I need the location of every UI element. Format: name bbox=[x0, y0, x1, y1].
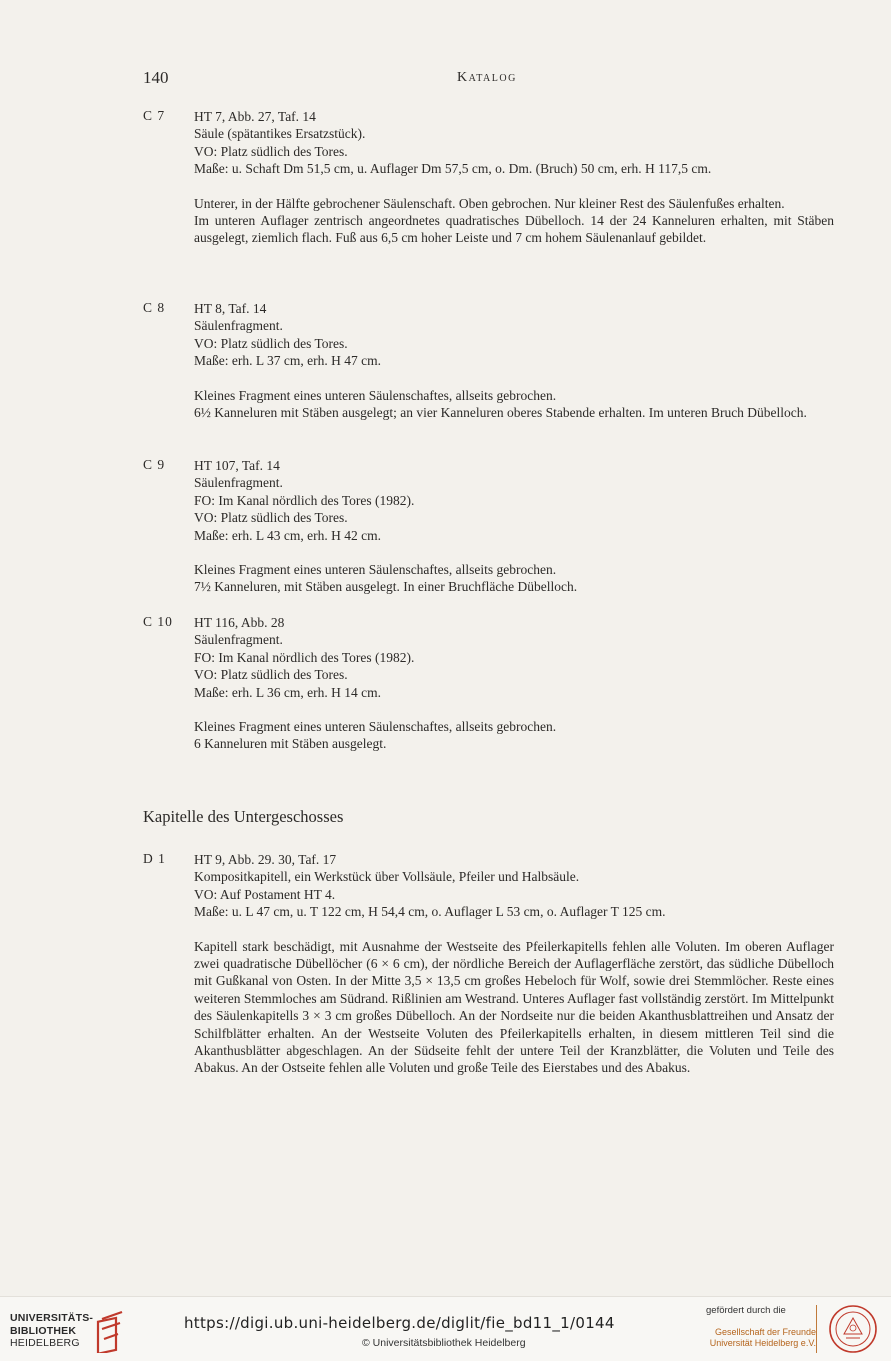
entry-line: Maße: u. L 47 cm, u. T 122 cm, H 54,4 cm, o. Auflager L 53 cm, o. Auflager T 125 cm. bbox=[194, 904, 666, 920]
footer-divider bbox=[816, 1305, 817, 1353]
sponsor-block bbox=[706, 1305, 816, 1349]
entry-line: Säulenfragment. bbox=[194, 475, 283, 491]
copyright-notice: © Universitätsbibliothek Heidelberg bbox=[362, 1337, 526, 1349]
entry-paragraph: Kapitell stark beschädigt, mit Ausnahme der Westseite des Pfeilerkapitells fehlen alle Voluten. Im oberen Auflager zwei quadratische Dübellöcher (6 × 6 cm), der nördliche Bereich der Auflagerfläche zerstört, das südliche Dübelloch mit Gußkanal von Osten. In der Mitte 3,5 × 13,5 cm großes Hebeloch für Wolf, sowie drei Stemmlöcher. Reste eines weiteren Stemmloches am Südrand. Rißlinien am Westrand. Unteres Auflager fast vollständig zerstört. Im Mittelpunkt des Säulenkapitells 3 × 3 cm großes Dübelloch. An der Nordseite nur die beiden Akanthusblattreihen und Ansatz der Schilfblätter erhalten. An der Westseite Voluten des Pfeilerkapitells erhalten, in diesem mittleren Teil sind die Akanthusblätter abgeschlagen. An der Südseite fehlt der untere Teil der Kranzblätter, die Voluten und Teile des Abakus. An der Ostseite fehlen alle Voluten und große Teile des Eierstabes und des Abakus. bbox=[194, 938, 834, 1076]
entry-paragraph: Kleines Fragment eines unteren Säulenschaftes, allseits gebrochen. bbox=[194, 719, 557, 735]
entry-paragraph: 6 Kanneluren mit Stäben ausgelegt. bbox=[194, 736, 387, 752]
logo-text-line: UNIVERSITÄTS- bbox=[10, 1312, 94, 1324]
entry-line: Maße: u. Schaft Dm 51,5 cm, u. Auflager Dm 57,5 cm, o. Dm. (Bruch) 50 cm, erh. H 117,5 cm. bbox=[194, 161, 712, 177]
entry-line: Säule (spätantikes Ersatzstück). bbox=[194, 126, 366, 142]
entry-paragraph: 7½ Kanneluren, mit Stäben ausgelegt. In einer Bruchfläche Dübelloch. bbox=[194, 579, 578, 595]
entry-line: FO: Im Kanal nördlich des Tores (1982). bbox=[194, 492, 415, 508]
entry-line: Maße: erh. L 36 cm, erh. H 14 cm. bbox=[194, 684, 381, 700]
entry-paragraph: Kleines Fragment eines unteren Säulenschaftes, allseits gebrochen. bbox=[194, 562, 557, 578]
entry-paragraph: Kleines Fragment eines unteren Säulenschaftes, allseits gebrochen. bbox=[194, 387, 557, 403]
entry-paragraph: 6½ Kanneluren mit Stäben ausgelegt; an vier Kanneluren oberes Stabende erhalten. Im unteren Bruch Dübelloch. bbox=[194, 405, 807, 421]
page-header bbox=[143, 68, 833, 92]
sponsor-label: gefördert durch die bbox=[706, 1305, 786, 1316]
university-seal-icon[interactable] bbox=[828, 1304, 878, 1354]
logo-text-line: BIBLIOTHEK bbox=[10, 1324, 77, 1337]
logo-text-line: HEIDELBERG bbox=[10, 1337, 80, 1349]
entry-id: D 1 bbox=[143, 851, 166, 866]
entry-paragraph: Im unteren Auflager zentrisch angeordnetes quadratisches Dübelloch. 14 der 24 Kanneluren erhalten, mit Stäben ausgelegt, ziemlich flach. Fuß aus 6,5 cm hoher Leiste und 7 cm hohem Säulenanlauf gebildet. bbox=[194, 213, 834, 246]
entry-line: VO: Platz südlich des Tores. bbox=[194, 143, 348, 159]
entry-line: HT 107, Taf. 14 bbox=[194, 458, 280, 473]
entry-line: HT 9, Abb. 29. 30, Taf. 17 bbox=[194, 852, 337, 867]
entry-id: C 8 bbox=[143, 300, 166, 315]
sponsor-name: Gesellschaft der Freunde bbox=[714, 1327, 816, 1337]
running-head: Katalog bbox=[457, 70, 517, 85]
entry-paragraph: Unterer, in der Hälfte gebrochener Säulenschaft. Oben gebrochen. Nur kleiner Rest des Säulenfußes erhalten. bbox=[194, 195, 785, 211]
entry-line: Säulenfragment. bbox=[194, 632, 283, 648]
entry-line: VO: Platz südlich des Tores. bbox=[194, 667, 348, 683]
entry-line: VO: Platz südlich des Tores. bbox=[194, 510, 348, 526]
entry-line: HT 7, Abb. 27, Taf. 14 bbox=[194, 109, 316, 124]
entry-line: Maße: erh. L 43 cm, erh. H 42 cm. bbox=[194, 527, 381, 543]
sponsor-name: Universität Heidelberg e.V. bbox=[709, 1338, 816, 1348]
entry-line: Maße: erh. L 37 cm, erh. H 47 cm. bbox=[194, 353, 381, 369]
entry-id: C 10 bbox=[143, 614, 173, 629]
entry-line: Kompositkapitell, ein Werkstück über Vollsäule, Pfeiler und Halbsäule. bbox=[194, 869, 580, 885]
entry-line: VO: Platz südlich des Tores. bbox=[194, 335, 348, 351]
permalink-url[interactable]: https://digi.ub.uni-heidelberg.de/diglit/fie_bd11_1/0144 bbox=[184, 1314, 615, 1332]
entry-id: C 7 bbox=[143, 108, 166, 123]
viewer-footer bbox=[0, 1296, 891, 1361]
entry-line: HT 116, Abb. 28 bbox=[194, 615, 285, 630]
entry-line: VO: Auf Postament HT 4. bbox=[194, 886, 336, 902]
entry-line: Säulenfragment. bbox=[194, 318, 283, 334]
entry-line: FO: Im Kanal nördlich des Tores (1982). bbox=[194, 649, 415, 665]
ub-heidelberg-logo[interactable] bbox=[10, 1309, 180, 1353]
ub-logo-icon bbox=[92, 1309, 126, 1353]
section-heading: Kapitelle des Untergeschosses bbox=[143, 807, 344, 826]
entry-line: HT 8, Taf. 14 bbox=[194, 301, 267, 316]
page-number: 140 bbox=[143, 68, 169, 87]
entry-id: C 9 bbox=[143, 457, 166, 472]
